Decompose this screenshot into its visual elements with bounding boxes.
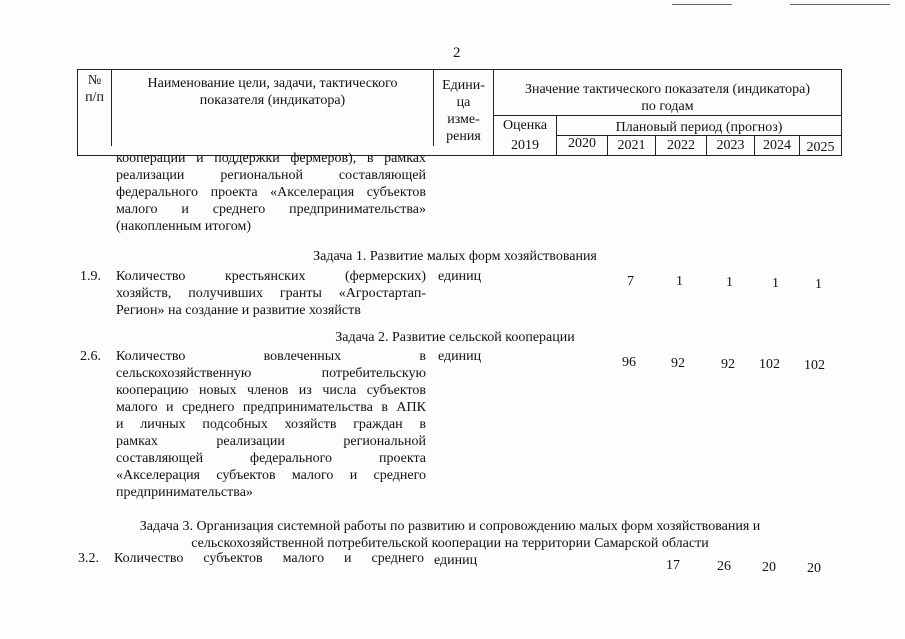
header-year: 2021 xyxy=(617,138,646,153)
text-line: рамках реализации региональной xyxy=(116,434,426,449)
header-col-estimate: Оценка xyxy=(502,118,548,133)
header-year: 2022 xyxy=(667,138,695,153)
value-2024: 1 xyxy=(772,276,779,291)
scan-mark xyxy=(790,4,890,5)
task-2-heading: Задача 2. Развитие сельской кооперации xyxy=(335,330,575,345)
task-3-heading-line2: сельскохозяйственной потребительской кооперации на территории Самарской области xyxy=(191,536,709,551)
divider-values xyxy=(493,115,842,116)
row-number: 3.2. xyxy=(78,551,99,566)
header-year: 2025 xyxy=(806,140,835,155)
value-2022: 92 xyxy=(671,356,685,371)
value-2023: 26 xyxy=(717,559,731,574)
text-line: составляющей федерального проекта xyxy=(116,451,426,466)
value-2023: 92 xyxy=(721,357,735,372)
text-line: сельскохозяйственную потребительскую xyxy=(116,366,426,381)
row-unit: единиц xyxy=(438,269,482,284)
text-line: кооперации и поддержки фермеров), в рамках xyxy=(116,151,426,166)
header-year: 2024 xyxy=(763,138,791,153)
value-2024: 20 xyxy=(762,560,776,575)
row-unit: единиц xyxy=(434,553,478,568)
text-line: хозяйств, получивших гранты «Агростартап- xyxy=(116,286,426,301)
text-line: кооперацию новых членов из числа субъектов xyxy=(116,383,426,398)
text-line: федерального проекта «Акселерация субъектов xyxy=(116,185,426,200)
header-top-border xyxy=(77,69,842,70)
header-col-num: № п/п xyxy=(85,73,104,105)
header-col-name: Наименование цели, задачи, тактического показателя (индикатора) xyxy=(147,76,398,108)
value-2024: 102 xyxy=(759,357,780,372)
row-number: 1.9. xyxy=(80,269,101,284)
value-2025: 1 xyxy=(815,277,822,292)
task-1-heading: Задача 1. Развитие малых форм хозяйствования xyxy=(313,249,597,264)
page-number: 2 xyxy=(453,45,461,61)
value-2021: 7 xyxy=(627,274,634,289)
value-2023: 1 xyxy=(726,275,733,290)
header-col-unit: Едини- ца изме- рения xyxy=(442,78,485,144)
header-right-border xyxy=(841,69,842,156)
text-line: «Акселерация субъектов малого и среднего xyxy=(116,468,426,483)
text-line: Регион» на создание и развитие хозяйств xyxy=(116,303,361,318)
task-3-heading-line1: Задача 3. Организация системной работы по развитию и сопровождению малых форм хозяйствования и xyxy=(139,519,761,534)
value-2022: 1 xyxy=(676,274,683,289)
text-line: малого и среднего предпринимательства в АПК xyxy=(116,400,426,415)
text-line: Количество крестьянских (фермерских) xyxy=(116,269,426,284)
text-line: малого и среднего предпринимательства» xyxy=(116,202,426,217)
header-year: 2019 xyxy=(511,138,539,153)
text-line: предпринимательства» xyxy=(116,485,253,500)
text-line: Количество вовлеченных в xyxy=(116,349,426,364)
header-col-values: Значение тактического показателя (индикатора) по годам xyxy=(524,82,811,114)
row-unit: единиц xyxy=(438,349,482,364)
header-year: 2020 xyxy=(568,136,596,151)
text-line: и личных подсобных хозяйств граждан в xyxy=(116,417,426,432)
header-year: 2023 xyxy=(716,138,745,153)
header-col-plan: Плановый период (прогноз) xyxy=(615,120,783,135)
text-line: Количество субъектов малого и среднего xyxy=(114,551,424,566)
text-line: (накопленным итогом) xyxy=(116,219,251,234)
value-2022: 17 xyxy=(666,558,680,573)
value-2021: 96 xyxy=(622,355,636,370)
value-2025: 20 xyxy=(807,561,821,576)
text-line: реализации региональной составляющей xyxy=(116,168,426,183)
row-number: 2.6. xyxy=(80,349,101,364)
value-2025: 102 xyxy=(804,358,825,373)
scan-mark xyxy=(672,4,732,5)
